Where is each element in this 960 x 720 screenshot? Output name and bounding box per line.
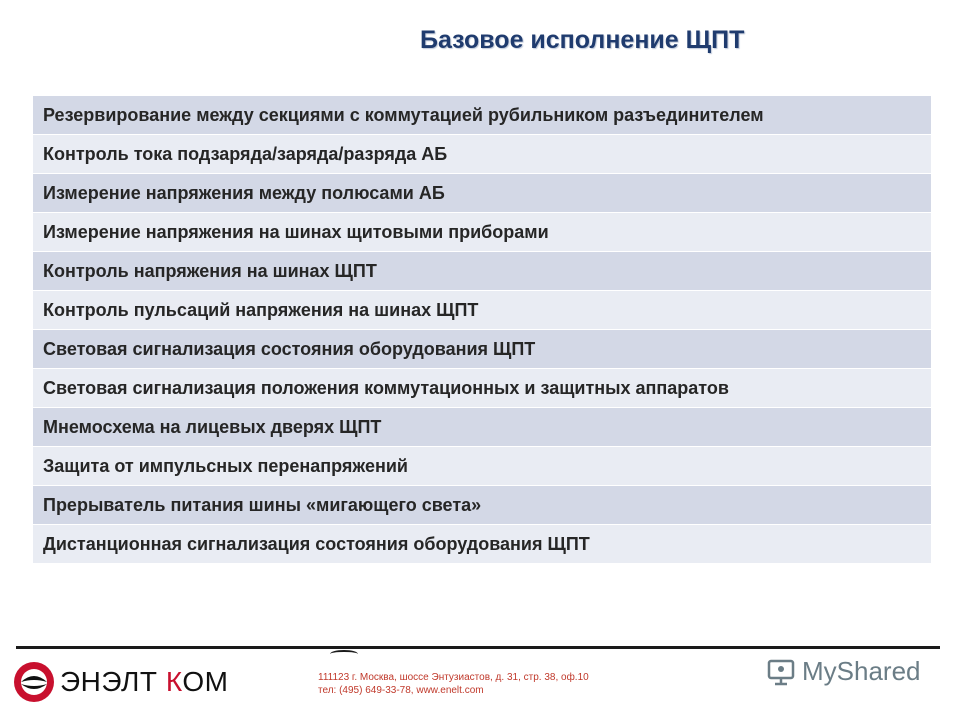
logo-text: [60, 666, 228, 698]
table-row: Контроль тока подзаряда/заряда/разряда АБ: [33, 135, 931, 174]
table-row: Измерение напряжения между полюсами АБ: [33, 174, 931, 213]
footer-divider: [16, 646, 940, 649]
presentation-board-icon: [766, 657, 796, 687]
table-row: Контроль напряжения на шинах ЩПТ: [33, 252, 931, 291]
table-row: Мнемосхема на лицевых дверях ЩПТ: [33, 408, 931, 447]
features-table: [33, 96, 931, 564]
watermark: [766, 656, 921, 687]
table-row: Резервирование между секциями с коммутацией рубильником разъединителем: [33, 96, 931, 135]
table-row: Защита от импульсных перенапряжений: [33, 447, 931, 486]
company-address: [318, 671, 589, 697]
table-row: Световая сигнализация положения коммутационных и защитных аппаратов: [33, 369, 931, 408]
watermark-text: MyShared: [802, 656, 921, 686]
table-row: Дистанционная сигнализация состояния оборудования ЩПТ: [33, 525, 931, 564]
table-row: Прерыватель питания шины «мигающего света»: [33, 486, 931, 525]
table-row: Измерение напряжения на шинах щитовыми приборами: [33, 213, 931, 252]
page-title: Базовое исполнение ЩПТ: [420, 26, 745, 54]
page-title-container: [420, 26, 744, 55]
company-logo: [12, 660, 228, 704]
logo-text-rest: ОМ: [182, 666, 229, 697]
logo-emblem-icon: [12, 660, 56, 704]
phone-line: тел: (495) 649-33-78, www.enelt.com: [318, 685, 484, 696]
table-row: Световая сигнализация состояния оборудования ЩПТ: [33, 330, 931, 369]
table-row: Контроль пульсаций напряжения на шинах ЩПТ: [33, 291, 931, 330]
logo-text-accent: К: [165, 666, 183, 697]
logo-text-main: ЭНЭЛТ: [60, 666, 166, 697]
footer-divider-mark: [330, 650, 358, 658]
address-line: 111123 г. Москва, шоссе Энтузиастов, д. 31, стр. 38, оф.10: [318, 672, 589, 683]
